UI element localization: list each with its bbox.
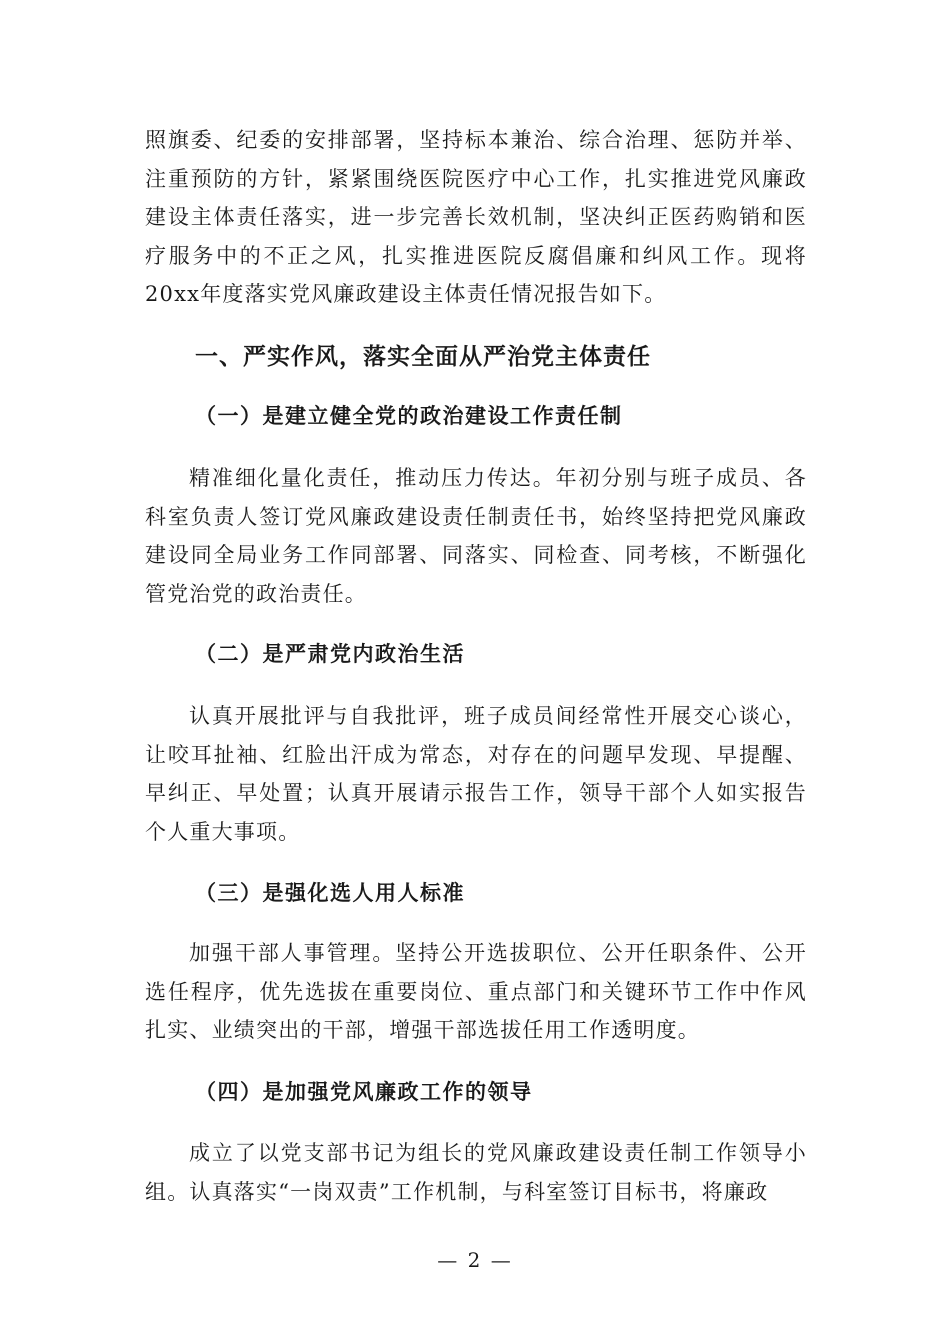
intro-paragraph: 照旗委、纪委的安排部署，坚持标本兼治、综合治理、惩防并举、注重预防的方针，紧紧围绕医院医疗中心工作，扎实推进党风廉政建设主体责任落实，进一步完善长效机制，坚决纠正医药购销和医疗服务中的不正之风，扎实推进医院反腐倡廉和纠风工作。现将20xx年度落实党风廉政建设主体责任情况报告如下。 <box>145 128 807 306</box>
subsection-body-4: 成立了以党支部书记为组长的党风廉政建设责任制工作领导小组。认真落实“一岗双责”工作机制，与科室签订目标书，将廉政 <box>145 1141 807 1204</box>
subsection-body-1: 精准细化量化责任，推动压力传达。年初分别与班子成员、各科室负责人签订党风廉政建设责任制责任书，始终坚持把党风廉政建设同全局业务工作同部署、同落实、同检查、同考核，不断强化管党治党的政治责任。 <box>145 466 807 606</box>
subsection-heading-3: （三）是强化选人用人标准 <box>195 881 465 905</box>
subsection-heading-2: （二）是严肃党内政治生活 <box>195 642 465 666</box>
subsection-body-3: 加强干部人事管理。坚持公开选拔职位、公开任职条件、公开选任程序，优先选拔在重要岗位、重点部门和关键环节工作中作风扎实、业绩突出的干部，增强干部选拔任用工作透明度。 <box>145 941 807 1042</box>
page-number: — 2 — <box>437 1248 513 1272</box>
subsection-heading-4: （四）是加强党风廉政工作的领导 <box>195 1080 533 1104</box>
section-heading-1: 一、严实作风，落实全面从严治党主体责任 <box>195 344 651 370</box>
subsection-body-2: 认真开展批评与自我批评，班子成员间经常性开展交心谈心，让咬耳扯袖、红脸出汗成为常态，对存在的问题早发现、早提醒、早纠正、早处置；认真开展请示报告工作，领导干部个人如实报告个人重大事项。 <box>145 704 807 844</box>
subsection-heading-1: （一）是建立健全党的政治建设工作责任制 <box>195 404 623 428</box>
